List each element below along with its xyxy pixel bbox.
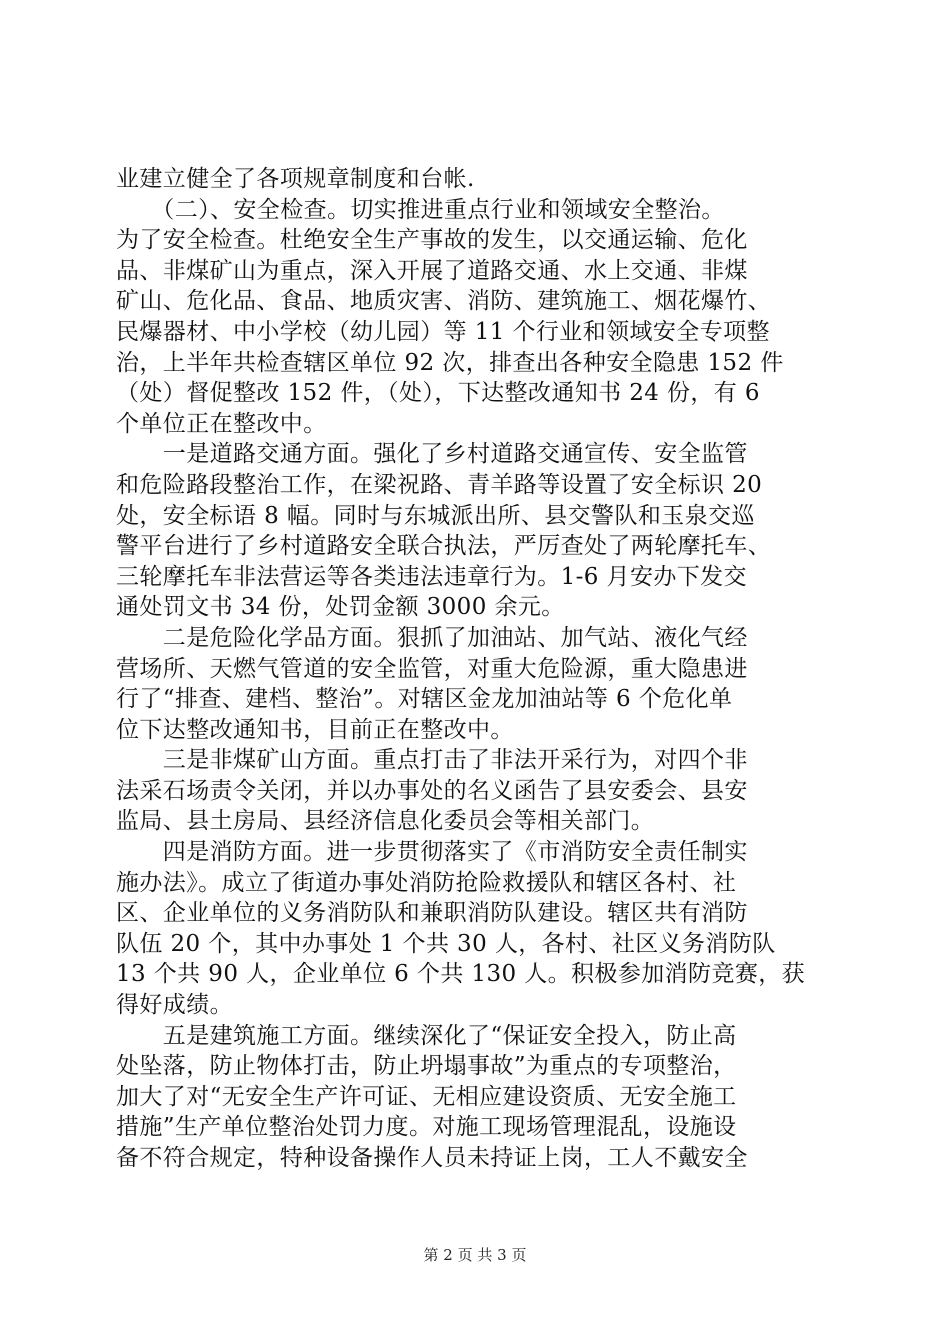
text-line: （处）督促整改 152 件，（处），下达整改通知书 24 份，有 6 — [116, 380, 760, 407]
text-line: 通处罚文书 34 份，处罚金额 3000 余元。 — [116, 594, 565, 621]
text-line: 处，安全标语 8 幅。同时与东城派出所、县交警队和玉泉交巡 — [116, 502, 755, 529]
text-line: 行了“排查、建档、整治”。对辖区金龙加油站等 6 个危化单 — [116, 686, 733, 713]
document-body — [116, 164, 834, 1174]
text-line: 区、企业单位的义务消防队和兼职消防队建设。辖区共有消防 — [116, 900, 748, 927]
text-line: 得好成绩。 — [116, 992, 233, 1019]
text-line: 三是非煤矿山方面。重点打击了非法开采行为，对四个非 — [116, 747, 748, 774]
text-line: 民爆器材、中小学校（幼儿园）等 11 个行业和领域安全专项整 — [116, 318, 770, 345]
page-number-footer: 第 2 页 共 3 页 — [423, 1246, 527, 1264]
text-line: 品、非煤矿山为重点，深入开展了道路交通、水上交通、非煤 — [116, 257, 748, 284]
text-line: 矿山、危化品、食品、地质灾害、消防、建筑施工、烟花爆竹、 — [116, 288, 772, 315]
text-line: 业建立健全了各项规章制度和台帐. — [116, 166, 475, 192]
text-line: 法采石场责令关闭，并以办事处的名义函告了县安委会、县安 — [116, 777, 748, 804]
text-line: 和危险路段整治工作，在梁祝路、青羊路等设置了安全标识 20 — [116, 471, 763, 498]
text-line: 营场所、天燃气管道的安全监管，对重大危险源，重大隐患进 — [116, 655, 748, 682]
text-line: 警平台进行了乡村道路安全联合执法，严厉查处了两轮摩托车、 — [116, 533, 772, 560]
text-line: 措施”生产单位整治处罚力度。对施工现场管理混乱，设施设 — [116, 1114, 737, 1141]
text-line: 队伍 20 个，其中办事处 1 个共 30 人，各村、社区义务消防队 — [116, 930, 776, 957]
text-line: 治，上半年共检查辖区单位 92 次，排查出各种安全隐患 152 件 — [116, 349, 784, 376]
text-line: 四是消防方面。进一步贯彻落实了《市消防安全责任制实 — [116, 839, 748, 866]
text-line: 备不符合规定，特种设备操作人员未持证上岗，工人不戴安全 — [116, 1145, 748, 1171]
text-line: 处坠落，防止物体打击，防止坍塌事故”为重点的专项整治， — [116, 1053, 737, 1080]
text-line: 三轮摩托车非法营运等各类违法违章行为。1-6 月安办下发交 — [116, 563, 747, 590]
text-line: 13 个共 90 人，企业单位 6 个共 130 人。积极参加消防竞赛，获 — [116, 961, 806, 988]
text-line: 监局、县土房局、县经济信息化委员会等相关部门。 — [116, 808, 655, 835]
text-line: 位下达整改通知书，目前正在整改中。 — [116, 716, 514, 743]
text-line: （二）、安全检查。切实推进重点行业和领域安全整治。 — [116, 196, 725, 223]
text-line: 一是道路交通方面。强化了乡村道路交通宣传、安全监管 — [116, 441, 748, 468]
text-line: 为了安全检查。杜绝安全生产事故的发生，以交通运输、危化 — [116, 227, 748, 254]
text-line: 个单位正在整改中。 — [116, 410, 327, 437]
text-line: 加大了对“无安全生产许可证、无相应建设资质、无安全施工 — [116, 1083, 737, 1110]
text-line: 二是危险化学品方面。狠抓了加油站、加气站、液化气经 — [116, 624, 748, 651]
text-line: 五是建筑施工方面。继续深化了“保证安全投入，防止高 — [116, 1022, 737, 1049]
text-line: 施办法》。成立了街道办事处消防抢险救援队和辖区各村、社 — [116, 869, 737, 896]
